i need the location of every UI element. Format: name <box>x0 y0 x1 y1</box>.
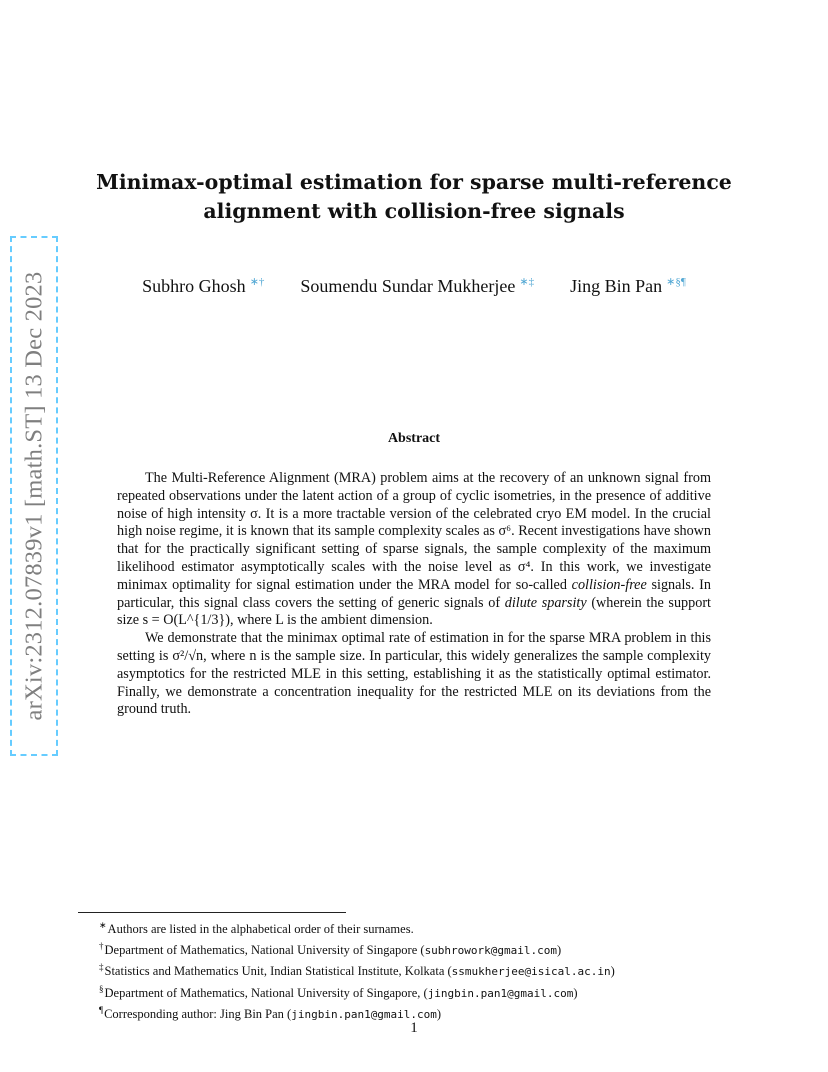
email-link[interactable]: jingbin.pan1@gmail.com <box>291 1007 437 1021</box>
page-number: 1 <box>410 1020 418 1036</box>
author-name: Subhro Ghosh <box>142 276 246 296</box>
title-line-1: Minimax-optimal estimation for sparse multi-reference <box>96 170 732 194</box>
abstract-text: (wherein the support size s = O(L^{1/3}), where L is the ambient dimension. <box>117 594 711 629</box>
author-marks: ∗‡ <box>519 276 535 288</box>
footnote-mark: ‡ <box>99 962 104 973</box>
footnote-text: Authors are listed in the alphabetical order of their surnames. <box>107 922 414 936</box>
footnote-tail: ) <box>573 985 578 1000</box>
footnote-text: Corresponding author: Jing Bin Pan ( <box>104 1006 292 1021</box>
email-link[interactable]: jingbin.pan1@gmail.com <box>427 986 574 1000</box>
footnote-4 <box>99 981 739 1002</box>
footnote-2 <box>99 938 739 959</box>
footnote-text: Statistics and Mathematics Unit, Indian Statistical Institute, Kolkata ( <box>104 964 452 979</box>
footnote-mark: † <box>99 941 104 952</box>
footnote-mark: ¶ <box>99 1004 104 1015</box>
author-marks: ∗† <box>249 276 265 288</box>
footnote-1 <box>99 917 739 938</box>
arxiv-stamp <box>10 236 58 756</box>
footnote-text: Department of Mathematics, National University of Singapore ( <box>104 943 425 958</box>
footnote-mark: § <box>99 983 104 994</box>
author-list <box>100 275 728 297</box>
footnote-tail: ) <box>610 964 615 979</box>
author-2 <box>300 275 534 297</box>
author-1 <box>142 275 264 297</box>
abstract-paragraph-2: We demonstrate that the minimax optimal rate of estimation in for the sparse MRA problem in this setting is σ²/√n, where n is the sample size. In particular, this widely generalizes the sample complexity asymptotics for the restricted MLE in this setting, establishing it as the statistically optimal estimator. Finally, we demonstrate a concentration inequality for the restricted MLE on its deviations from the ground truth. <box>117 630 711 718</box>
arxiv-identifier: arXiv:2312.07839v1 [math.ST] 13 Dec 2023 <box>20 271 47 721</box>
author-name: Jing Bin Pan <box>570 276 663 296</box>
footnote-tail: ) <box>557 943 562 958</box>
footnote-mark: ∗ <box>99 920 107 930</box>
abstract-text: The Multi-Reference Alignment (MRA) problem aims at the recovery of an unknown signal from repeated observations under the latent action of a group of cyclic isometries, in the presence of additive noise of high intensity σ. It is a more tractable version of the celebrated cryo EM model. In the crucial high noise regime, it is known that its sample complexity scales as σ⁶. Recent investigations have shown that for the practically significant setting of sparse signals, the sample complexity of the maximum likelihood estimator asymptotically scales with the noise level as σ⁴. In this work, we investigate minimax optimality for signal estimation under the MRA model for so-called <box>117 470 711 593</box>
email-link[interactable]: subhrowork@gmail.com <box>424 944 558 958</box>
footnote-tail: ) <box>436 1006 442 1021</box>
footnote-rule <box>78 912 346 913</box>
emphasis-collision-free: collision-free <box>571 576 647 593</box>
emphasis-dilute-sparsity: dilute sparsity <box>504 594 587 611</box>
footnotes <box>99 917 739 1023</box>
abstract-heading: Abstract <box>387 431 441 446</box>
footnote-3 <box>99 959 739 980</box>
abstract-text: signals. In particular, this signal class covers the setting of generic signals of <box>117 576 712 611</box>
author-marks: ∗§¶ <box>666 276 686 288</box>
footnote-text: Department of Mathematics, National University of Singapore, ( <box>104 985 428 1000</box>
abstract-paragraph-1 <box>117 470 711 630</box>
author-name: Soumendu Sundar Mukherjee <box>300 276 516 296</box>
author-3 <box>570 275 686 297</box>
abstract-body <box>117 470 711 719</box>
email-link[interactable]: ssmukherjee@isical.ac.in <box>451 965 611 979</box>
title-line-2: alignment with collision-free signals <box>203 199 625 223</box>
paper-title <box>80 168 748 226</box>
